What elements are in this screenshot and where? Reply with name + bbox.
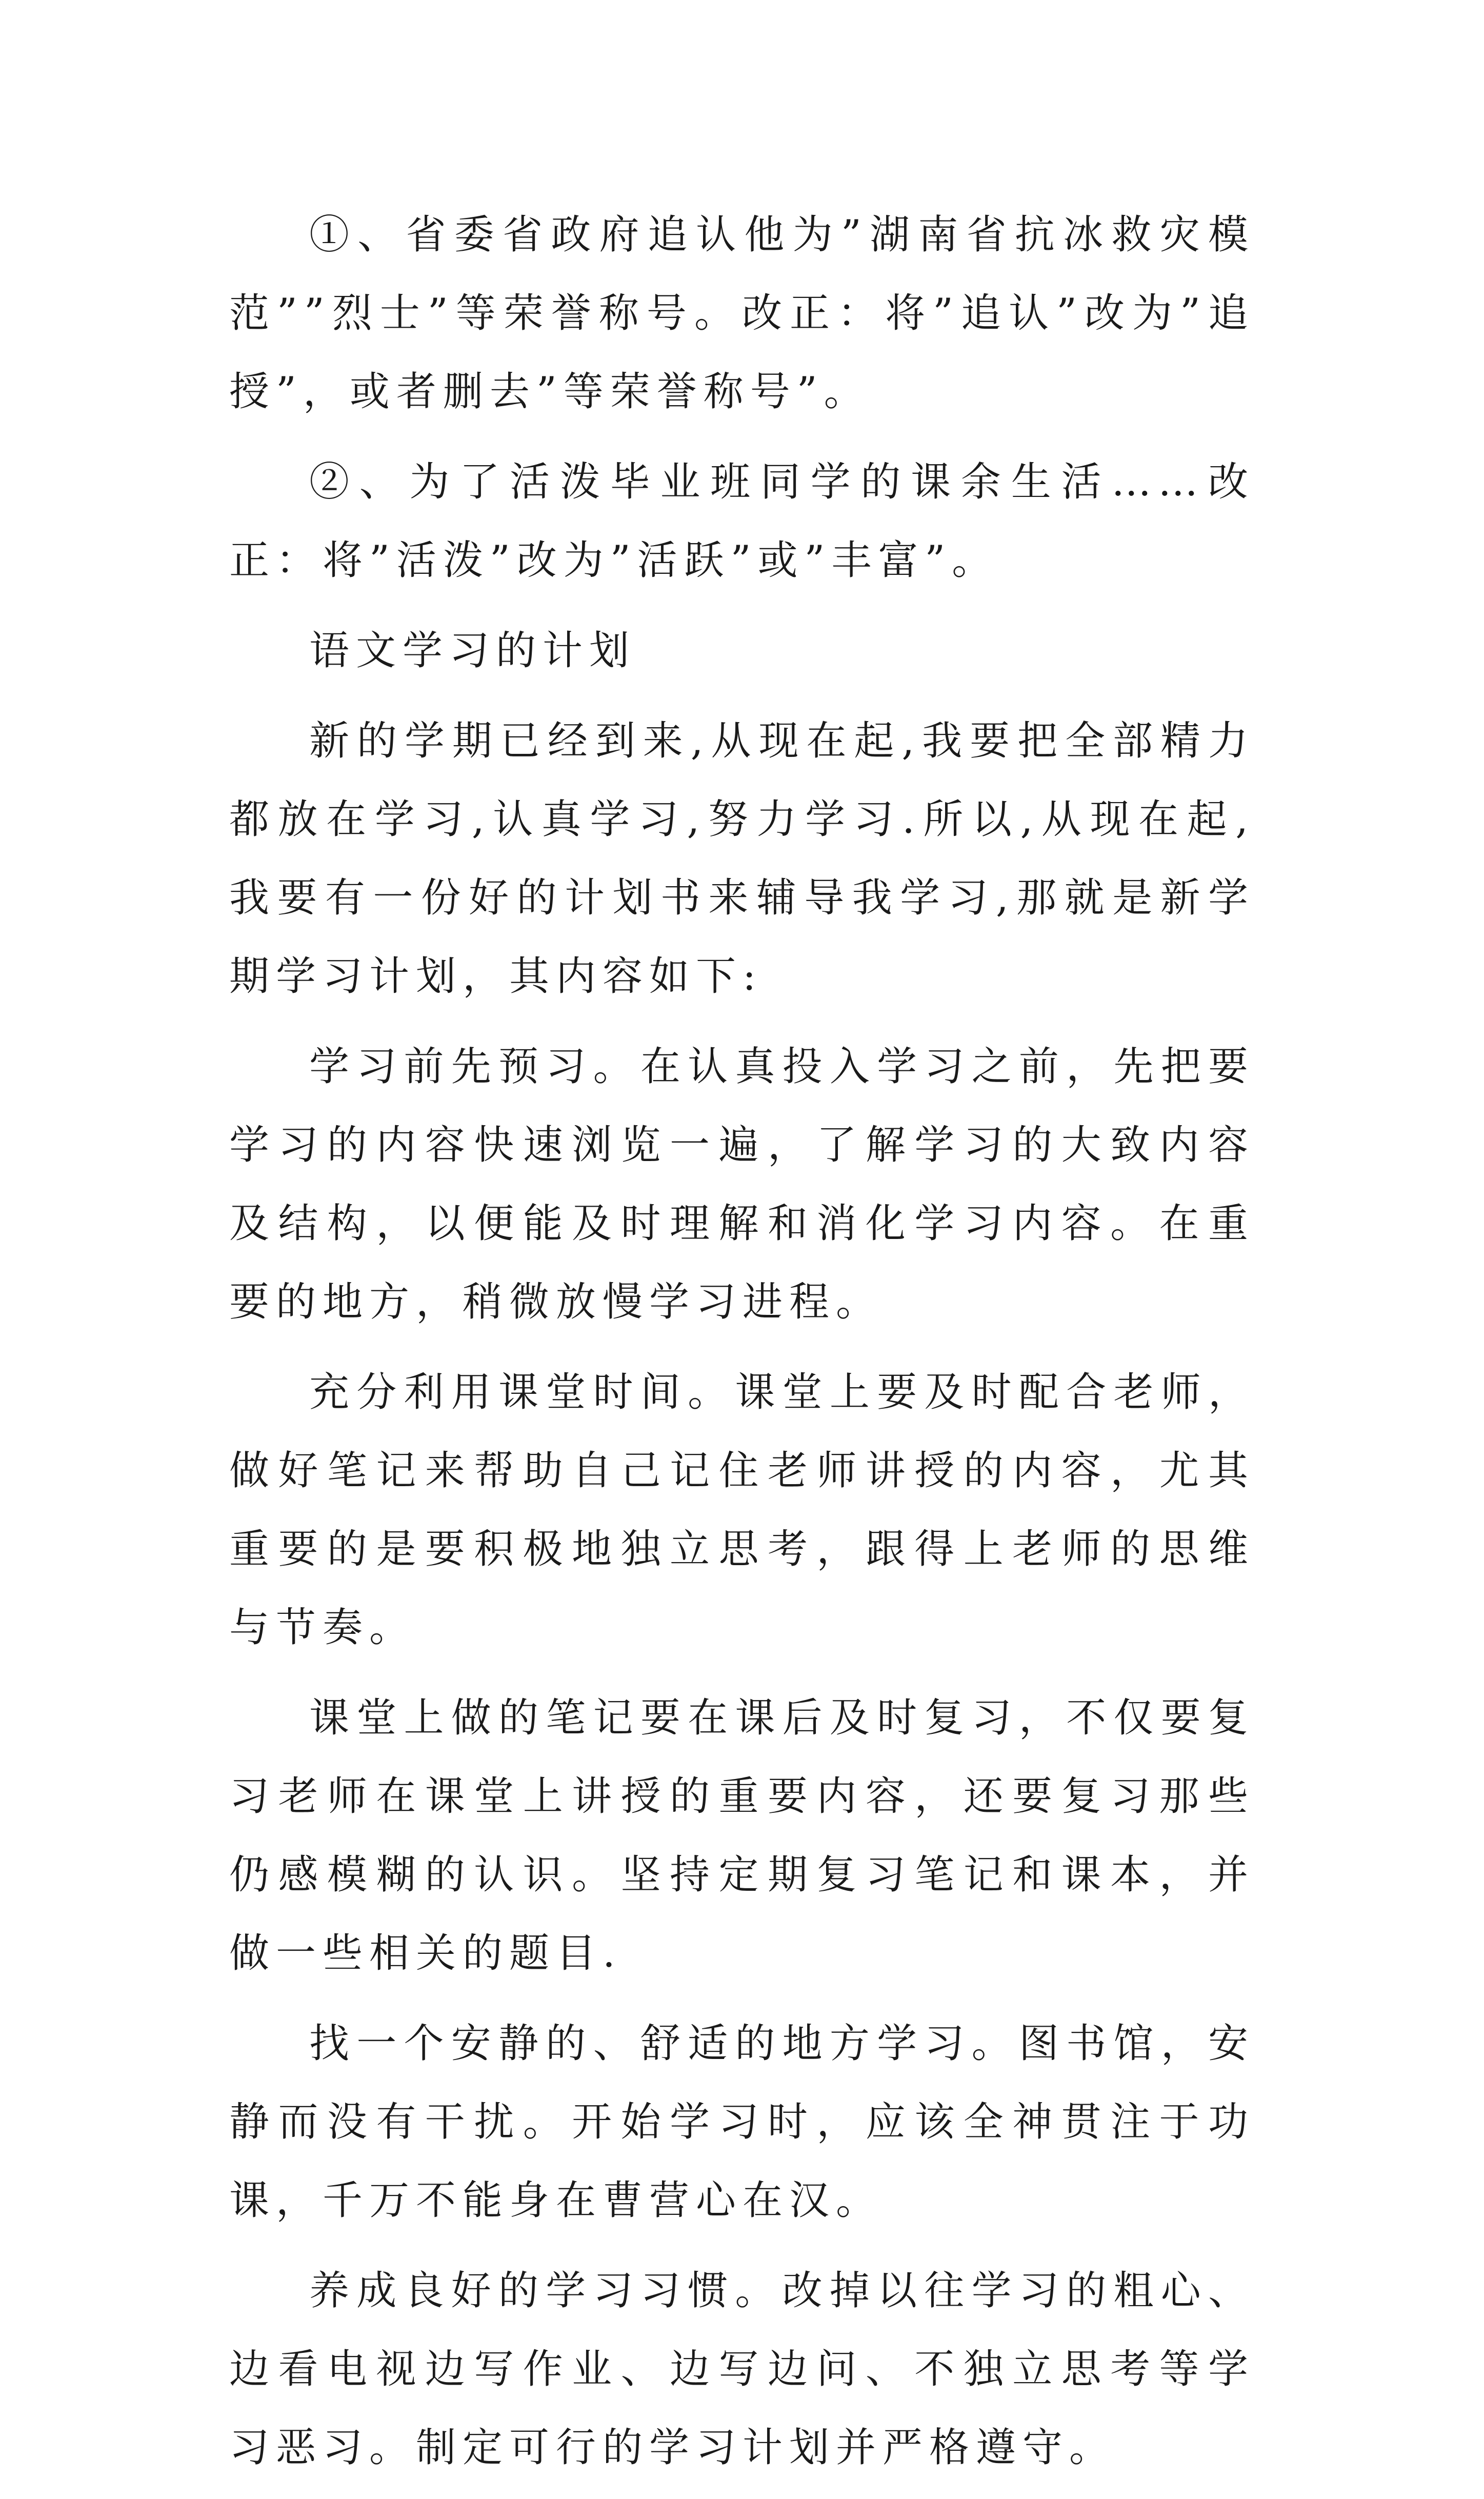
paragraph-preview: 学习前先预习。在认真投入学习之前，先把要学习的内容快速浏览一遍，了解学习的大致内容及结构，以便能及时理解和消化学习内容。在重要的地方，稍微放慢学习进程。 (229, 1044, 1255, 1325)
paragraph-correction-2: ②、为了活泼毕业班同学的课余生活……改正：将”活泼”改为”活跃”或”丰富”。 (229, 459, 1255, 584)
paragraph-quiet-place: 找一个安静的、舒适的地方学习。图书馆，安静而没有干扰。开始学习时，应该全神贯注于功课，千万不能身在曹营心在汉。 (229, 2021, 1255, 2224)
paragraph-review: 课堂上做的笔记要在课后及时复习，不仅要复习老师在课堂上讲授的重要内容，还要复习那些仍感模糊的认识。坚持定期复习笔记和课本，并做一些相关的题目. (229, 1695, 1255, 1976)
document-body (229, 196, 1255, 2499)
paragraph-classtime: 充分利用课堂时间。课堂上要及时配合老师，做好笔记来帮助自己记住老师讲授的内容，尤其重要的是要积极地独立思考，跟得上老师的思维与节奏。 (229, 1369, 1255, 1651)
section-heading: 语文学习的计划 (309, 628, 636, 674)
paragraph-intro: 新的学期已经到来,从现在起,我要把全部精力都放在学习,认真学习,努力学习.所以,从现在起,我要有一份好的计划书来辅导我学习,那就是新学期学习计划，其内容如下: (229, 718, 1255, 999)
paragraph-correction-1: ①、省委省政府追认他为”湖南省抗冰救灾模范””烈士”等荣誉称号。改正：将”追认”改为”追授”，或者删去”等荣誉称号”。 (229, 212, 1255, 415)
paragraph-habits: 养成良好的学习习惯。改掉以往学习的粗心、边看电视边写作业、边写边问、不独立思考等学习恶习。制定可行的学习计划并严格遵守。 (229, 2268, 1255, 2471)
